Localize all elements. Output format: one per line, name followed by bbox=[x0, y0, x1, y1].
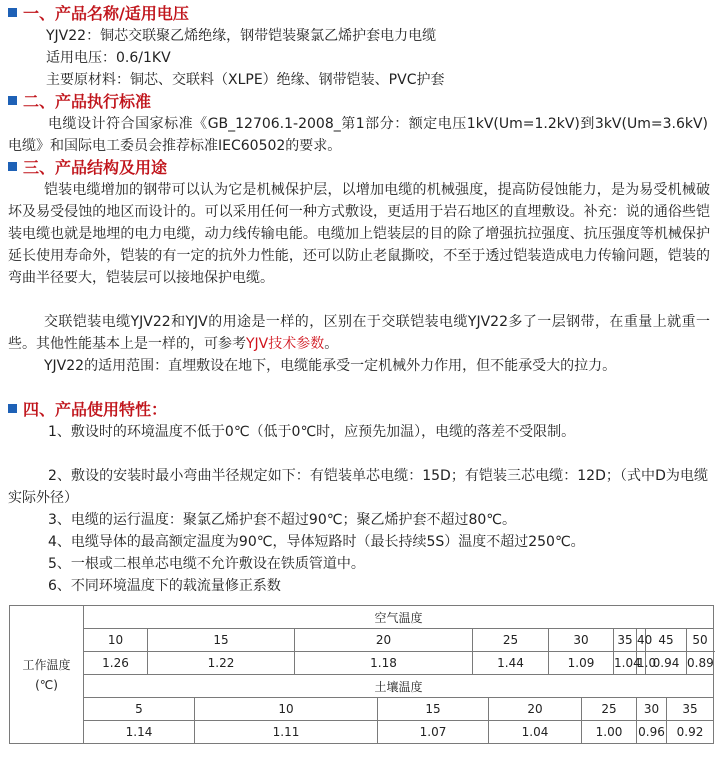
usage-item-6: 6、不同环境温度下的载流量修正系数 bbox=[48, 578, 281, 594]
square-bullet-icon bbox=[8, 8, 17, 17]
air-factor-cell: 1.22 bbox=[148, 652, 295, 675]
air-factor-cell: 1.26 bbox=[84, 652, 148, 675]
air-temp-cell: 15 bbox=[148, 629, 295, 652]
air-temp-cell: 35 bbox=[614, 629, 637, 652]
materials-line: 主要原材料：铜芯、交联料（XLPE）绝缘、钢带铠装、PVC护套 bbox=[46, 72, 445, 88]
soil-title-row bbox=[10, 675, 714, 698]
soil-temp-cell: 15 bbox=[378, 698, 489, 721]
air-factor-cell: 1.0 bbox=[637, 652, 646, 675]
air-temp-cell: 50 bbox=[687, 629, 714, 652]
air-temp-cell: 30 bbox=[549, 629, 614, 652]
section-2-title: 二、产品执行标准 bbox=[23, 92, 152, 111]
structure-para-2-end: 。 bbox=[324, 336, 339, 352]
air-factor-cell: 0.89 bbox=[687, 652, 714, 675]
air-factor-cell: 1.09 bbox=[549, 652, 614, 675]
usage-item-1: 1、敷设时的环境温度不低于0℃（低于0℃时，应预先加温），电缆的落差不受限制。 bbox=[48, 424, 576, 440]
section-1-title: 一、产品名称/适用电压 bbox=[23, 4, 189, 23]
soil-factor-cell: 0.92 bbox=[667, 721, 714, 744]
yjv-tech-link[interactable]: YJV技术参数 bbox=[246, 336, 325, 352]
section-2-heading bbox=[8, 91, 151, 113]
square-bullet-icon bbox=[8, 404, 17, 413]
section-1-heading bbox=[8, 3, 189, 25]
section-4-heading bbox=[8, 399, 167, 421]
row-header-unit: (℃) bbox=[35, 677, 58, 692]
section-3-heading bbox=[8, 157, 167, 179]
row-header-cell bbox=[10, 606, 84, 744]
air-title-row bbox=[10, 606, 714, 629]
soil-temp-cell: 5 bbox=[84, 698, 195, 721]
soil-temp-cell: 20 bbox=[489, 698, 582, 721]
air-factor-cell: 0.94 bbox=[646, 652, 687, 675]
structure-para-2-text: 交联铠装电缆YJV22和YJV的用途是一样的，区别在于交联铠装电缆YJV22多了一层钢带，在重量上就重一些。其他性能基本上是一样的，可参考 bbox=[8, 314, 710, 352]
section-3-title: 三、产品结构及用途 bbox=[23, 158, 168, 177]
usage-item-3: 3、电缆的运行温度：聚氯乙烯护套不超过90℃；聚乙烯护套不超过80℃。 bbox=[48, 512, 516, 528]
air-factor-row bbox=[10, 652, 714, 675]
air-factor-cell: 1.04 bbox=[614, 652, 637, 675]
soil-factor-cell: 0.96 bbox=[637, 721, 667, 744]
correction-table bbox=[9, 605, 714, 744]
air-group-title: 空气温度 bbox=[84, 606, 714, 629]
soil-factor-cell: 1.07 bbox=[378, 721, 489, 744]
soil-temp-row bbox=[10, 698, 714, 721]
soil-factor-row bbox=[10, 721, 714, 744]
soil-temp-cell: 10 bbox=[195, 698, 378, 721]
model-line: YJV22：铜芯交联聚乙烯绝缘，钢带铠装聚氯乙烯护套电力电缆 bbox=[46, 28, 437, 44]
structure-para-1: 铠装电缆增加的钢带可以认为它是机械保护层，以增加电缆的机械强度，提高防侵蚀能力，是为易受机械破坏及易受侵蚀的地区而设计的。可以采用任何一种方式敷设，更适用于岩石地区的直埋敷设。补充：说的通俗些铠装电缆也就是地埋的电力电缆，动力线传输电能。电缆加上铠装层的目的除了增强抗拉强度、抗压强度等机械保护延长使用寿命外，铠装的有一定的抗外力性能，还可以防止老鼠撕咬，不至于透过铠装造成电力传输问题，铠装的弯曲半径要大，铠装层可以接地保护电缆。 bbox=[8, 182, 710, 286]
usage-item-5: 5、一根或二根单芯电缆不允许敷设在铁质管道中。 bbox=[48, 556, 365, 572]
voltage-line: 适用电压：0.6/1KV bbox=[46, 50, 171, 66]
air-temp-cell: 20 bbox=[295, 629, 473, 652]
structure-para-2 bbox=[8, 311, 710, 355]
usage-item-2: 2、敷设的安装时最小弯曲半径规定如下：有铠装单芯电缆：15D；有铠装三芯电缆：12D；（式中D为电缆实际外径） bbox=[8, 468, 708, 506]
square-bullet-icon bbox=[8, 96, 17, 105]
square-bullet-icon bbox=[8, 162, 17, 171]
section-4-title: 四、产品使用特性： bbox=[23, 400, 168, 419]
air-temp-cell: 45 bbox=[646, 629, 687, 652]
air-temp-cell: 25 bbox=[473, 629, 549, 652]
row-header-label: 工作温度 bbox=[22, 657, 71, 672]
soil-factor-cell: 1.04 bbox=[489, 721, 582, 744]
soil-temp-cell: 30 bbox=[637, 698, 667, 721]
soil-temp-cell: 25 bbox=[582, 698, 637, 721]
air-factor-cell: 1.44 bbox=[473, 652, 549, 675]
soil-group-title: 土壤温度 bbox=[84, 675, 714, 698]
structure-para-3: YJV22的适用范围：直埋敷设在地下，电缆能承受一定机械外力作用，但不能承受大的拉力。 bbox=[44, 358, 617, 374]
soil-factor-cell: 1.00 bbox=[582, 721, 637, 744]
air-factor-cell: 1.18 bbox=[295, 652, 473, 675]
air-temp-row bbox=[10, 629, 714, 652]
air-temp-cell: 40 bbox=[637, 629, 646, 652]
usage-item-4: 4、电缆导体的最高额定温度为90℃，导体短路时（最长持续5S）温度不超过250℃。 bbox=[48, 534, 585, 550]
soil-factor-cell: 1.11 bbox=[195, 721, 378, 744]
soil-factor-cell: 1.14 bbox=[84, 721, 195, 744]
standards-para: 电缆设计符合国家标准《GB_12706.1-2008_第1部分：额定电压1kV(Um=1.2kV)到3kV(Um=3.6kV)电缆》和国际电工委员会推荐标准IEC60502的要求。 bbox=[8, 116, 708, 154]
air-temp-cell: 10 bbox=[84, 629, 148, 652]
soil-temp-cell: 35 bbox=[667, 698, 714, 721]
